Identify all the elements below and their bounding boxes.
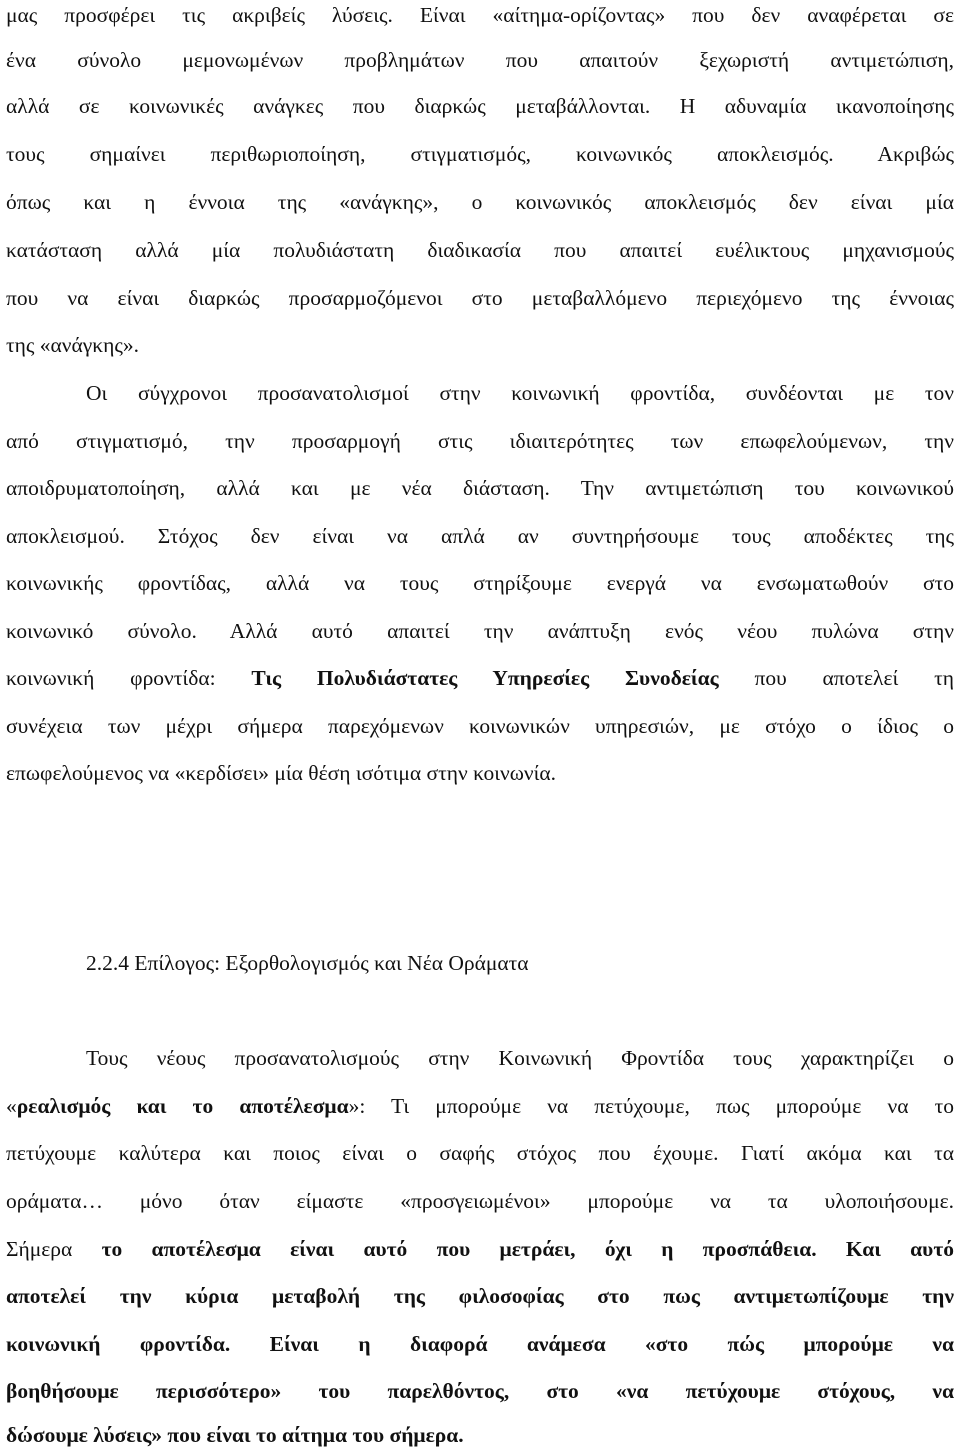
paragraph-3-line-6: αποτελεί την κύρια μεταβολή της φιλοσοφίας στο πως αντιμετωπίζουμε την (6, 1284, 954, 1308)
paragraph-3-line-4: οράματα… μόνο όταν είμαστε «προσγειωμένοι» μπορούμε να τα υλοποιήσουμε. (6, 1189, 954, 1213)
paragraph-1-line-6: κατάσταση αλλά μία πολυδιάστατη διαδικασία που απαιτεί ευέλικτους μηχανισμούς (6, 238, 954, 262)
paragraph-3-line-5-bold: το αποτέλεσμα είναι αυτό που μετράει, όχι η προσπάθεια. Και αυτό (101, 1237, 955, 1261)
paragraph-3-line-5 (6, 1234, 954, 1264)
paragraph-2-line-8: συνέχεια των μέχρι σήμερα παρεχόμενων κοινωνικών υπηρεσιών, με στόχο ο ίδιος ο (6, 714, 954, 738)
paragraph-3-line-3: πετύχουμε καλύτερα και ποιος είναι ο σαφής στόχος που έχουμε. Γιατί ακόμα και τα (6, 1141, 954, 1165)
paragraph-1-line-4: τους σημαίνει περιθωριοποίηση, στιγματισμός, κοινωνικός αποκλεισμός. Ακριβώς (6, 142, 954, 166)
paragraph-3-line-2-post: »: Τι μπορούμε να πετύχουμε, πως μπορούμε να το (348, 1094, 954, 1118)
paragraph-2-line-4: αποκλεισμού. Στόχος δεν είναι να απλά αν συντηρήσουμε τους αποδέκτες της (6, 524, 954, 548)
paragraph-3-line-8: βοηθήσουμε περισσότερο» του παρελθόντος, στο «να πετύχουμε στόχους, να (6, 1379, 954, 1403)
paragraph-3-line-2-pre: « (6, 1094, 17, 1118)
paragraph-2-line-7-pre: κοινωνική φροντίδα: (6, 666, 252, 690)
paragraph-1-line-7: που να είναι διαρκώς προσαρμοζόμενοι στο μεταβαλλόμενο περιεχόμενο της έννοιας (6, 286, 954, 310)
paragraph-3-line-5-pre: Σήμερα (6, 1237, 102, 1261)
paragraph-2-line-1: Οι σύγχρονοι προσανατολισμοί στην κοινωνική φροντίδα, συνδέονται με τον (86, 381, 954, 405)
paragraph-1-line-2: ένα σύνολο μεμονωμένων προβλημάτων που απαιτούν ξεχωριστή αντιμετώπιση, (6, 48, 954, 72)
paragraph-1-line-1: μας προσφέρει τις ακριβείς λύσεις. Είναι «αίτημα-ορίζοντας» που δεν αναφέρεται σε (6, 3, 954, 27)
paragraph-1-line-8: της «ανάγκης». (6, 333, 139, 357)
paragraph-2-line-2: από στιγματισμό, την προσαρμογή στις ιδιαιτερότητες των επωφελούμενων, την (6, 429, 954, 453)
paragraph-2-line-6: κοινωνικό σύνολο. Αλλά αυτό απαιτεί την ανάπτυξη ενός νέου πυλώνα στην (6, 619, 954, 643)
paragraph-3-line-1: Τους νέους προσανατολισμούς στην Κοινωνική Φροντίδα τους χαρακτηρίζει ο (86, 1046, 954, 1070)
paragraph-2-line-7-post: που αποτελεί τη (718, 666, 954, 690)
paragraph-2-line-7-bold: Τις Πολυδιάστατες Υπηρεσίες Συνοδείας (251, 666, 719, 690)
paragraph-2-line-7 (6, 663, 954, 693)
paragraph-1-line-3: αλλά σε κοινωνικές ανάγκες που διαρκώς μεταβάλλονται. Η αδυναμία ικανοποίησης (6, 94, 954, 118)
paragraph-2-line-5: κοινωνικής φροντίδας, αλλά να τους στηρίξουμε ενεργά να ενσωματωθούν στο (6, 571, 954, 595)
section-heading: 2.2.4 Επίλογος: Εξορθολογισμός και Νέα Οράματα (86, 951, 529, 975)
paragraph-3-line-9: δώσουμε λύσεις» που είναι το αίτημα του σήμερα. (6, 1423, 464, 1447)
paragraph-3-line-2-bold: ρεαλισμός και το αποτέλεσμα (16, 1094, 349, 1118)
paragraph-3-line-7: κοινωνική φροντίδα. Είναι η διαφορά ανάμεσα «στο πώς μπορούμε να (6, 1332, 954, 1356)
paragraph-3-line-2 (6, 1091, 954, 1121)
paragraph-2-line-3: αποιδρυματοποίηση, αλλά και με νέα διάσταση. Την αντιμετώπιση του κοινωνικού (6, 476, 954, 500)
paragraph-1-line-5: όπως και η έννοια της «ανάγκης», ο κοινωνικός αποκλεισμός δεν είναι μία (6, 190, 954, 214)
paragraph-2-line-9: επωφελούμενος να «κερδίσει» μία θέση ισότιμα στην κοινωνία. (6, 761, 557, 785)
